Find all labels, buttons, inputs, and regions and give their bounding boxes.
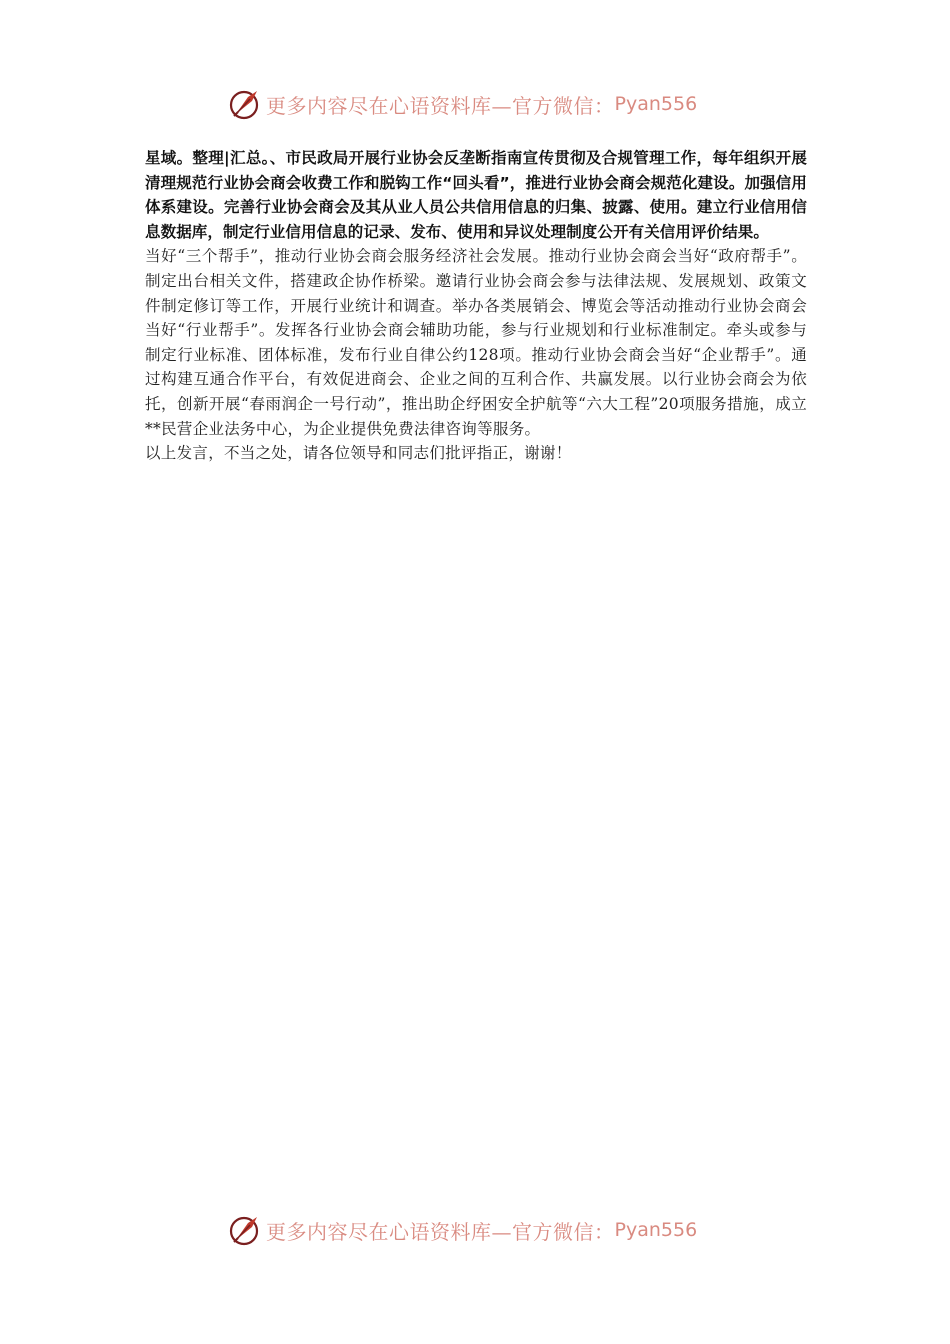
footer-watermark	[228, 1212, 748, 1248]
document-body	[145, 146, 807, 466]
watermark-wechat-id: Pyan556	[614, 1219, 698, 1241]
paragraph-three-helpers: 当好“三个帮手”，推动行业协会商会服务经济社会发展。推动行业协会商会当好“政府帮手”。制定出台相关文件，搭建政企协作桥梁。邀请行业协会商会参与法律法规、发展规划、政策文件制定修订等工作，开展行业统计和调查。举办各类展销会、博览会等活动推动行业协会商会当好“行业帮手”。发挥各行业协会商会辅助功能，参与行业规划和行业标准制定。牵头或参与制定行业标准、团体标准，发布行业自律公约128项。推动行业协会商会当好“企业帮手”。通过构建互通合作平台，有效促进商会、企业之间的互利合作、共赢发展。以行业协会商会为依托，创新开展“春雨润企一号行动”，推出助企纾困安全护航等“六大工程”20项服务措施，成立**民营企业法务中心，为企业提供免费法律咨询等服务。	[145, 247, 807, 438]
header-watermark	[228, 86, 748, 122]
paragraph-credit-system: 星域。整理|汇总。、市民政局开展行业协会反垄断指南宣传贯彻及合规管理工作，每年组织开展清理规范行业协会商会收费工作和脱钩工作“回头看”，推进行业协会商会规范化建设。加强信用体系建设。完善行业协会商会及其从业人员公共信用信息的归集、披露、使用。建立行业信用信息数据库，制定行业信用信息的记录、发布、使用和异议处理制度公开有关信用评价结果。	[145, 149, 807, 241]
watermark-text: 更多内容尽在心语资料库—官方微信：	[266, 1219, 615, 1244]
watermark-text: 更多内容尽在心语资料库—官方微信：	[266, 93, 615, 118]
pen-feather-logo-icon	[228, 1213, 262, 1247]
pen-feather-logo-icon	[228, 87, 262, 121]
paragraph-closing: 以上发言，不当之处，请各位领导和同志们批评指正，谢谢！	[145, 444, 572, 463]
watermark-wechat-id: Pyan556	[614, 93, 698, 115]
